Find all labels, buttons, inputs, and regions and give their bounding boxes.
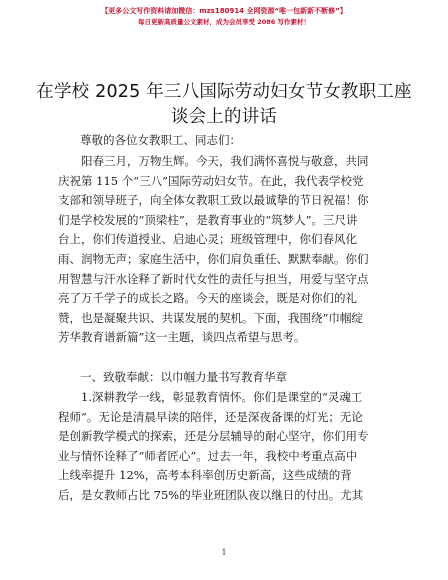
paragraph-line: 业与情怀诠释了“师者匠心”。过去一年，我校中考重点高中 — [58, 448, 358, 463]
paragraph-intro — [58, 152, 386, 348]
paragraph-line: 用智慧与汗水诠释了新时代女性的责任与担当，用爱与坚守点 — [58, 271, 369, 286]
promo-banner-line2: 每日更新高质量公文素材，成为会员享受 2086 写作素材！ — [137, 18, 311, 26]
page-number: 1 — [221, 548, 227, 557]
paragraph-line: 上线率提升 12%，高考本科率创历史新高，这些成绩的背 — [58, 468, 352, 483]
paragraph-line: 雨、润物无声；家庭生活中，你们肩负重任、默默奉献。你们 — [58, 251, 369, 266]
paragraph-line: 支部和领导班子，向全体女教职工致以最诚挚的节日祝福！你 — [58, 193, 369, 208]
document-title-line2: 谈会上的讲话 — [170, 107, 278, 127]
promo-banner-line1: 【更多公文写作资料请加微信：mzs180914 全网资源“唯一包新新不断修”】 — [101, 7, 347, 15]
paragraph-line: 是创新教学模式的探索，还是分层辅导的耐心坚守，你们用专 — [58, 429, 369, 444]
promo-banner — [0, 6, 448, 28]
paragraph-line: 芳华教育谱新篇”这一主题，谈四点希望与思考。 — [58, 330, 306, 345]
paragraph-line: 赞，也是凝聚共识、共谋发展的契机。下面，我围绕“巾帼绽 — [58, 310, 363, 325]
document-title — [0, 80, 448, 130]
paragraph-line: 后，是女教师占比 75%的毕业班团队夜以继日的付出。尤其 — [58, 487, 364, 502]
paragraph-line: 们是学校发展的“顶梁柱”，是教育事业的“筑梦人”。三尺讲 — [58, 212, 358, 227]
section-heading-1: 一、致敬奉献：以巾帼力量书写教育华章 — [80, 370, 287, 384]
paragraph-line: 台上，你们传道授业、启迪心灵；班级管理中，你们春风化 — [58, 232, 357, 247]
paragraph-line: 亮了万千学子的成长之路。今天的座谈会，既是对你们的礼 — [58, 291, 357, 306]
paragraph-line: 程师”。无论是清晨早读的陪伴，还是深夜备课的灯光；无论 — [58, 409, 363, 424]
greeting: 尊敬的各位女教职工、同志们： — [80, 133, 241, 147]
paragraph-section-1 — [58, 388, 386, 506]
paragraph-line: 1.深耕教学一线，彰显教育情怀。你们是课堂的“灵魂工 — [81, 390, 363, 404]
document-title-line1: 在学校 2025 年三八国际劳动妇女节女教职工座 — [36, 82, 412, 102]
paragraph-line: 庆祝第 115 个“三八”国际劳动妇女节。在此，我代表学校党 — [58, 173, 364, 188]
paragraph-line: 阳春三月，万物生辉。今天，我们满怀喜悦与敬意，共同 — [81, 154, 369, 168]
